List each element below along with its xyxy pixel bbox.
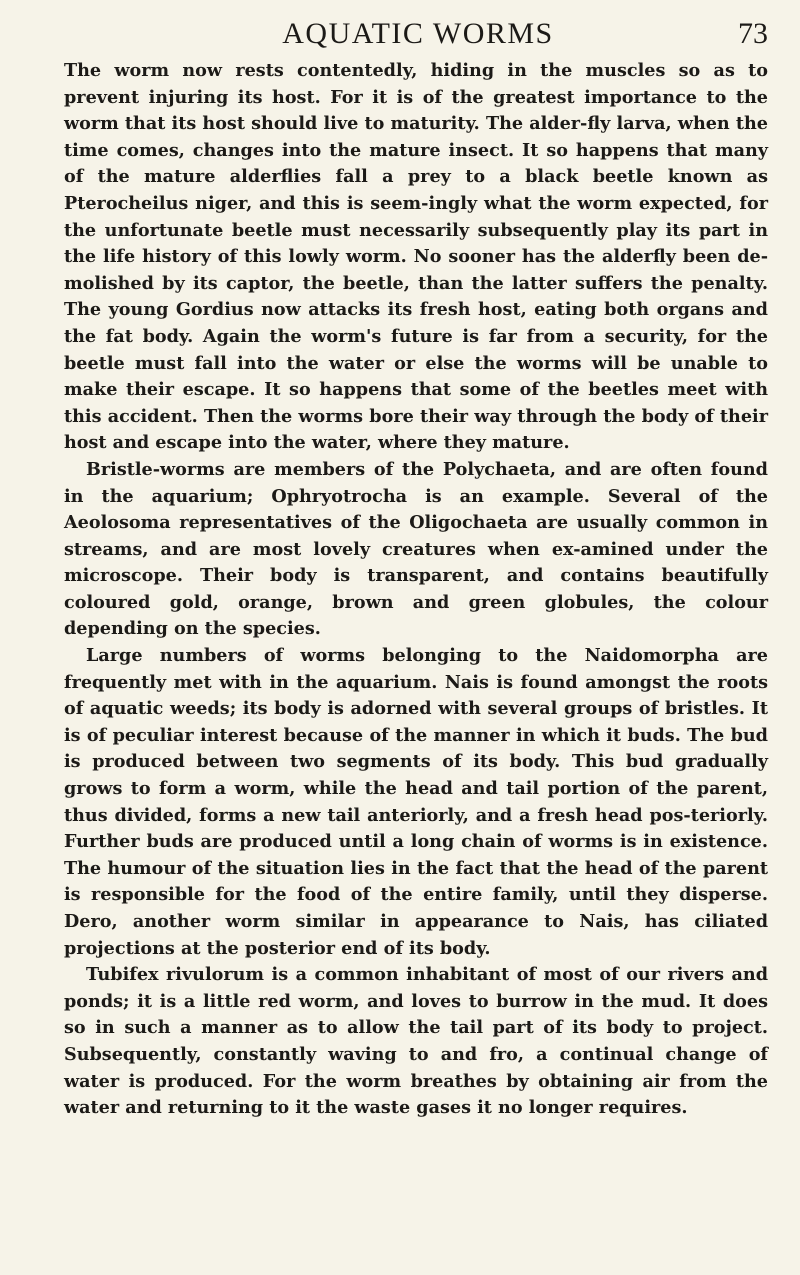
body-text — [64, 58, 768, 1122]
running-head — [68, 14, 768, 54]
paragraph-gordius-host: The worm now rests contentedly, hiding in the muscles so as to prevent injuring its host. For it is of the greatest importance to the worm that its host should live to maturity. The alder-fly larva, when the time comes, changes into the mature insect. It so happens that many of the mature alderflies fall a prey to a black beetle known as Pterocheilus niger, and this is seem-ingly what the worm expected, for the unfortunate beetle must necessarily subsequently play its part in the life history of this lowly worm. No sooner has the alderfly been de-molished by its captor, the beetle, than the latter suffers the penalty. The young Gordius now attacks its fresh host, eating both organs and the fat body. Again the worm's future is far from a security, for the beetle must fall into the water or else the worms will be unable to make their escape. It so happens that some of the beetles meet with this accident. Then the worms bore their way through the body of their host and escape into the water, where they mature. — [64, 60, 768, 454]
paragraph-naidomorpha: Large numbers of worms belonging to the Naidomorpha are frequently met with in the aquarium. Nais is found amongst the roots of aquatic weeds; its body is adorned with several groups of bristles. It is of peculiar interest because of the manner in which it buds. The bud is produced between two segments of its body. This bud gradually grows to form a worm, while the head and tail portion of the parent, thus divided, forms a new tail anteriorly, and a fresh head pos-teriorly. Further buds are produced until a long chain of worms is in existence. The humour of the situation lies in the fact that the head of the parent is responsible for the food of the entire family, until they disperse. Dero, another worm similar in appearance to Nais, has ciliated projections at the posterior end of its body. — [64, 645, 768, 959]
paragraph-tubifex: Tubifex rivulorum is a common inhabitant of most of our rivers and ponds; it is a little red worm, and loves to burrow in the mud. It does so in such a manner as to allow the tail part of its body to project. Subsequently, constantly waving to and fro, a continual change of water is produced. For the worm breathes by obtaining air from the water and returning to it the waste gases it no longer requires. — [64, 964, 768, 1119]
running-title: AQUATIC WORMS — [282, 17, 554, 50]
paragraph-bristle-worms: Bristle-worms are members of the Polychaeta, and are often found in the aquarium; Ophryotrocha is an example. Several of the Aeolosoma representatives of the Oligochaeta are usually common in streams, and are most lovely creatures when ex-amined under the microscope. Their body is transparent, and contains beautifully coloured gold, orange, brown and green globules, the colour depending on the species. — [64, 458, 768, 640]
page-number: 73 — [738, 17, 768, 50]
